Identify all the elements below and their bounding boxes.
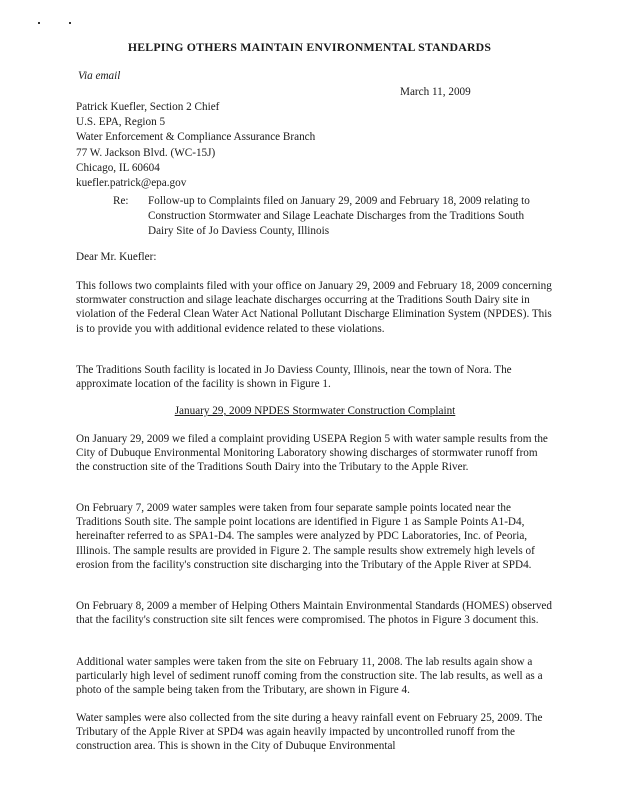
recipient-branch: Water Enforcement & Compliance Assurance Branch — [76, 131, 316, 144]
recipient-address — [76, 100, 315, 191]
scan-mark — [38, 22, 40, 24]
recipient-agency: U.S. EPA, Region 5 — [76, 116, 166, 129]
paragraph-intro: This follows two complaints filed with your office on January 29, 2009 and February 18, 2009 concerning stormwater construction and silage leachate discharges occurring at the Traditions South Dairy site in violation of the Federal Clean Water Act National Pollutant Discharge Elimination System (NPDES). This is to provide you with additional evidence related to these violations. — [76, 280, 552, 335]
recipient-name: Patrick Kuefler, Section 2 Chief — [76, 101, 220, 113]
subject-line: Follow-up to Complaints filed on January 29, 2009 and February 18, 2009 relating to Construction Stormwater and Silage Leachate Discharges from the Traditions South Dairy Site of Jo Daviess County, Illinois — [148, 195, 530, 237]
paragraph-rainfall: Water samples were also collected from the site during a heavy rainfall event on February 25, 2009. The Tributary of the Apple River at SPD4 was again heavily impacted by uncontrolled runoff from the construction area. This is shown in the City of Dubuque Environmental — [76, 712, 543, 753]
subject-label: Re: — [113, 195, 129, 207]
letterhead-title: HELPING OTHERS MAINTAIN ENVIRONMENTAL STANDARDS — [127, 40, 492, 54]
paragraph-additional-samples: Additional water samples were taken from the site on February 11, 2008. The lab results again show a particularly high level of sediment runoff coming from the construction site. The lab results, as well as a photo of the sample being taken from the Tributary, are shown in Figure 4. — [76, 656, 543, 697]
recipient-street: 77 W. Jackson Blvd. (WC-15J) — [76, 146, 216, 159]
paragraph-complaint: On January 29, 2009 we filed a complaint providing USEPA Region 5 with water sample results from the City of Dubuque Environmental Monitoring Laboratory showing discharges of stormwater runoff from the construction site of the Traditions South Dairy into the Tributary to the Apple River. — [76, 433, 548, 474]
recipient-email: kuefler.patrick@epa.gov — [76, 177, 187, 190]
paragraph-samples: On February 7, 2009 water samples were taken from four separate sample points located near the Traditions South site. The sample point locations are identified in Figure 1 as Sample Points A1-D4, hereinafter referred to as SPA1-D4. The samples were analyzed by PDC Laboratories, Inc. of Peoria, Illinois. The sample results are provided in Figure 2. The sample results show extremely high levels of erosion from the facility's construction site discharging into the Tributary of the Apple River at SPD4. — [76, 502, 535, 571]
salutation: Dear Mr. Kuefler: — [76, 251, 157, 263]
recipient-city: Chicago, IL 60604 — [76, 161, 160, 174]
scan-mark — [69, 22, 71, 24]
section-heading: January 29, 2009 NPDES Stormwater Construction Complaint — [174, 405, 456, 417]
paragraph-location: The Traditions South facility is located in Jo Daviess County, Illinois, near the town of Nora. The approximate location of the facility is shown in Figure 1. — [76, 364, 512, 391]
delivery-method: Via email — [78, 70, 121, 82]
paragraph-silt-fences: On February 8, 2009 a member of Helping Others Maintain Environmental Standards (HOMES) observed that the facility's construction site silt fences were compromised. The photos in Figure 3 document this. — [76, 600, 552, 627]
letter-date: March 11, 2009 — [400, 86, 471, 98]
